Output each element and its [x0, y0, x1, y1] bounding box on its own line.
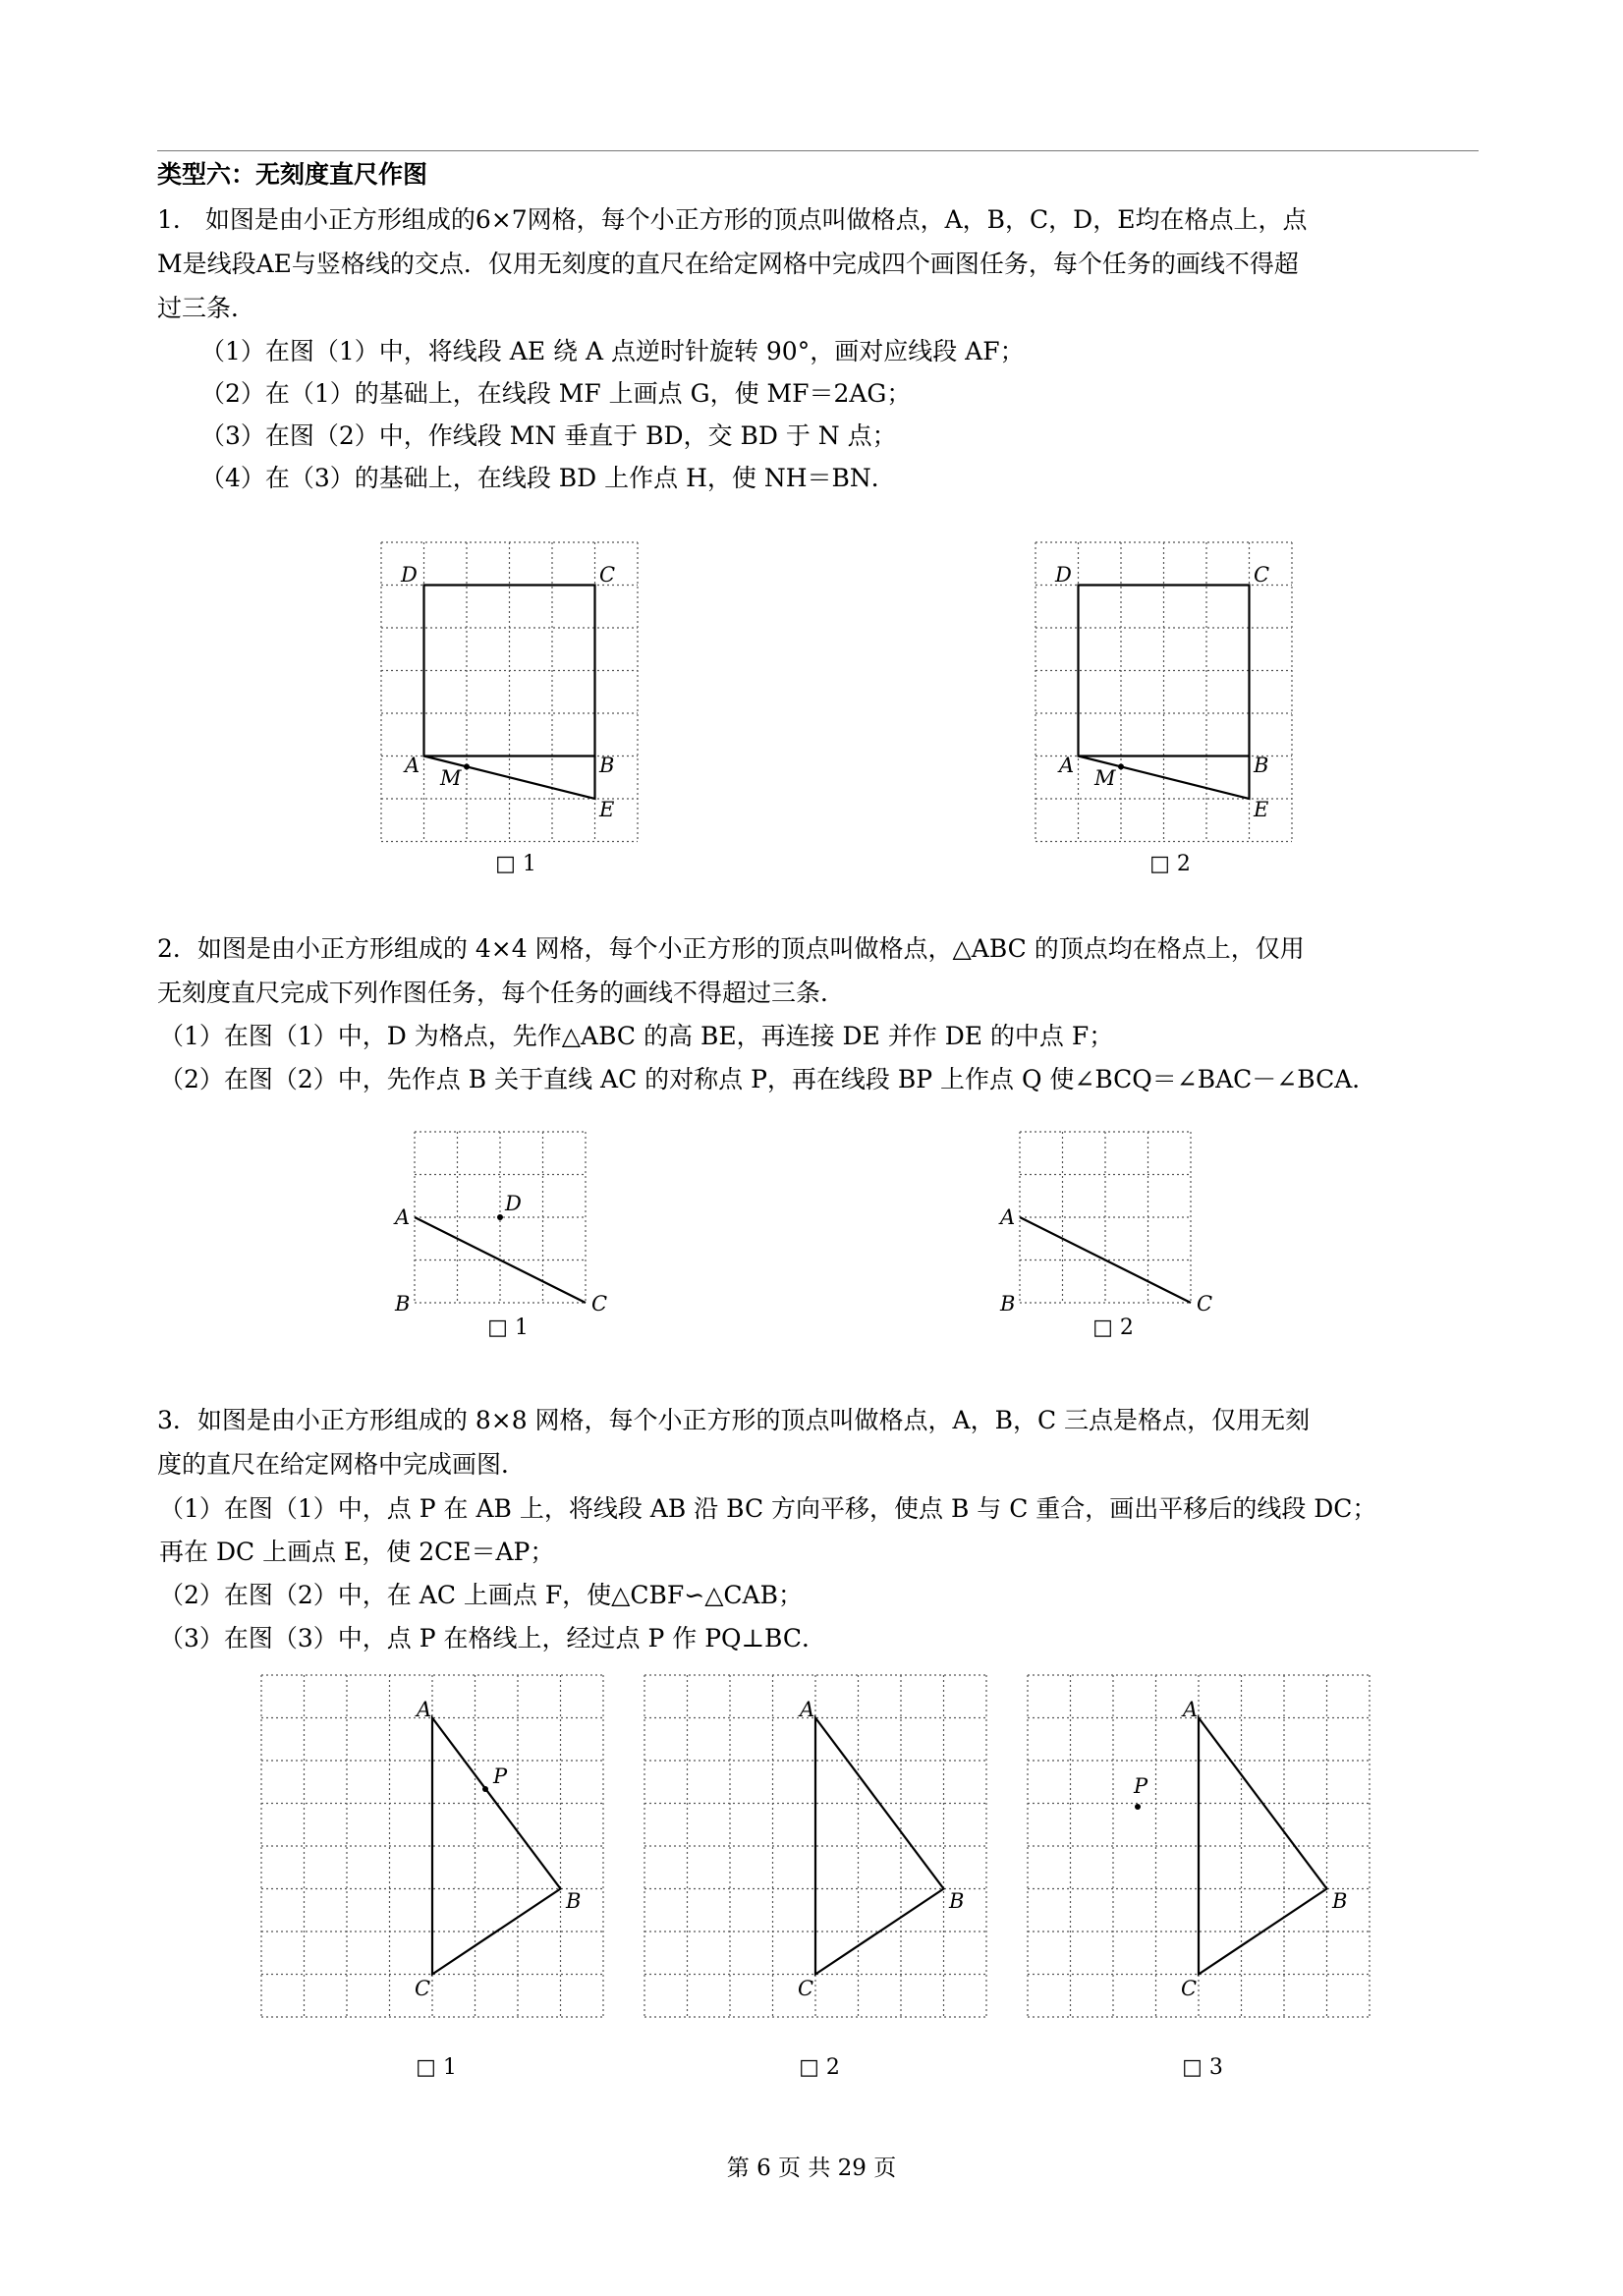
q1-line-2: M是线段AE与竖格线的交点．仅用无刻度的直尺在给定网格中完成四个画图任务，每个任务的画线不得超 — [157, 250, 1299, 278]
q2-caption-2: □ 2 — [1092, 1316, 1134, 1340]
label-c: C — [1197, 1292, 1213, 1316]
q1-line-1: 1． 如图是由小正方形组成的6×7网格，每个小正方形的顶点叫做格点，A，B，C，D，E均在格点上，点 — [157, 205, 1308, 234]
q3-line-1: 3．如图是由小正方形组成的 8×8 网格，每个小正方形的顶点叫做格点，A，B，C 三点是格点，仅用无刻 — [157, 1406, 1311, 1434]
label-e: E — [599, 798, 615, 821]
q2-caption-1: □ 1 — [487, 1316, 529, 1340]
q2-task-1: （1）在图（1）中，D 为格点，先作△ABC 的高 BE，再连接 DE 并作 DE 的中点 F； — [159, 1022, 1114, 1050]
label-d: D — [505, 1192, 522, 1215]
q3-figure-2 — [643, 1673, 996, 2027]
label-d: D — [401, 563, 418, 587]
q3-task-2: 再在 DC 上画点 E，使 2CE＝AP； — [159, 1538, 555, 1566]
q1-fig2-grid — [1035, 542, 1292, 842]
q1-fig1-grid — [381, 542, 638, 842]
point-p — [1135, 1804, 1141, 1810]
label-e: E — [1254, 798, 1269, 821]
q1-line-3: 过三条． — [157, 294, 256, 322]
q1-caption-2: □ 2 — [1149, 852, 1191, 876]
label-b: B — [1000, 1292, 1016, 1316]
q3-caption-3: □ 3 — [1182, 2055, 1223, 2080]
label-b: B — [1254, 754, 1269, 777]
label-d: D — [1055, 563, 1072, 587]
q3-caption-2: □ 2 — [799, 2055, 840, 2080]
label-a: A — [395, 1205, 411, 1229]
label-b: B — [1332, 1889, 1348, 1913]
label-c: C — [798, 1977, 814, 2000]
point-m — [464, 763, 470, 769]
q2-figure-2 — [998, 1130, 1224, 1326]
label-b: B — [599, 754, 615, 777]
label-a: A — [405, 754, 420, 777]
label-a: A — [1183, 1698, 1199, 1721]
q3-figure-1 — [259, 1673, 613, 2027]
label-c: C — [1254, 563, 1270, 587]
triangle-abc — [1199, 1718, 1327, 1975]
label-m: M — [440, 766, 462, 790]
label-b: B — [395, 1292, 411, 1316]
q1-figure-1 — [379, 540, 644, 855]
page-footer: 第 6 页 共 29 页 — [726, 2156, 897, 2181]
section-title: 类型六：无刻度直尺作图 — [157, 160, 428, 189]
q2-line-1: 2．如图是由小正方形组成的 4×4 网格，每个小正方形的顶点叫做格点，△ABC 的顶点均在格点上，仅用 — [157, 934, 1305, 963]
header-rule — [157, 150, 1479, 151]
point-m — [1118, 763, 1124, 769]
q1-task-3: （3）在图（2）中，作线段 MN 垂直于 BD，交 BD 于 N 点； — [200, 421, 897, 450]
label-c: C — [599, 563, 616, 587]
label-a: A — [1000, 1205, 1016, 1229]
label-m: M — [1094, 766, 1116, 790]
label-c: C — [415, 1977, 431, 2000]
label-p: P — [493, 1764, 508, 1788]
q1-task-1: （1）在图（1）中，将线段 AE 绕 A 点逆时针旋转 90°，画对应线段 AF； — [200, 337, 1025, 365]
q2-line-2: 无刻度直尺完成下列作图任务，每个任务的画线不得超过三条． — [157, 979, 846, 1007]
triangle-abc — [815, 1718, 944, 1975]
label-a: A — [800, 1698, 815, 1721]
point-d — [497, 1214, 503, 1220]
q3-line-2: 度的直尺在给定网格中完成画图． — [157, 1450, 527, 1479]
q3-task-1: （1）在图（1）中，点 P 在 AB 上，将线段 AB 沿 BC 方向平移，使点 B 与 C 重合，画出平移后的线段 DC； — [159, 1494, 1377, 1523]
q1-task-4: （4）在（3）的基础上，在线段 BD 上作点 H，使 NH＝BN． — [200, 464, 896, 492]
q1-task-2: （2）在（1）的基础上，在线段 MF 上画点 G，使 MF＝2AG； — [200, 379, 912, 408]
label-b: B — [949, 1889, 965, 1913]
label-a: A — [1059, 754, 1075, 777]
q3-figure-3 — [1026, 1673, 1379, 2027]
label-p: P — [1134, 1774, 1148, 1798]
q1-caption-1: □ 1 — [495, 852, 536, 876]
q3-task-4: （3）在图（3）中，点 P 在格线上，经过点 P 作 PQ⊥BC． — [159, 1624, 826, 1652]
label-c: C — [591, 1292, 608, 1316]
label-b: B — [566, 1889, 582, 1913]
q3-caption-1: □ 1 — [416, 2055, 457, 2080]
q2-task-2: （2）在图（2）中，先作点 B 关于直线 AC 的对称点 P，再在线段 BP 上作点 Q 使∠BCQ＝∠BAC－∠BCA． — [159, 1065, 1377, 1093]
q2-figure-1 — [393, 1130, 619, 1326]
q1-figure-2 — [1034, 540, 1299, 855]
label-a: A — [417, 1698, 432, 1721]
q3-task-3: （2）在图（2）中，在 AC 上画点 F，使△CBF∽△CAB； — [159, 1581, 803, 1609]
label-c: C — [1181, 1977, 1198, 2000]
triangle-abc — [432, 1718, 561, 1975]
point-p — [482, 1786, 488, 1792]
